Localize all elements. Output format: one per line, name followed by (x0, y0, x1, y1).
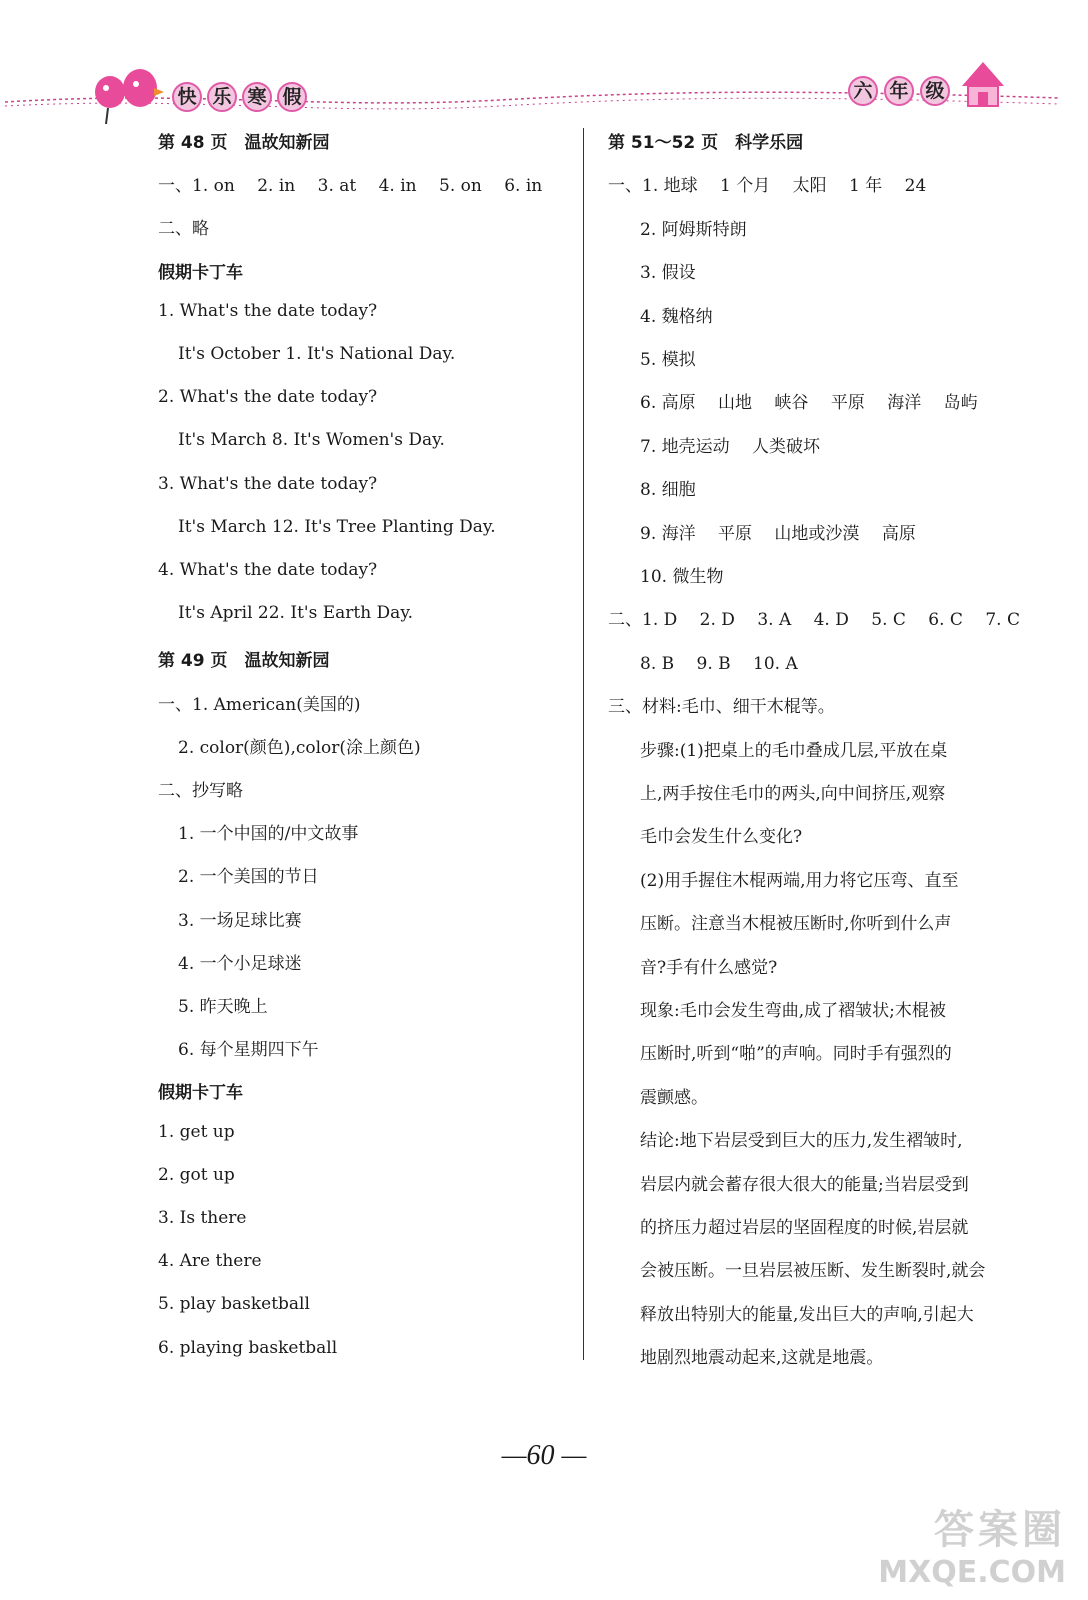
bird-decoration-icon (88, 64, 168, 124)
answer-line: 现象:毛巾会发生弯曲,成了褶皱状;木棍被 (640, 1001, 946, 1021)
answer-line: It's March 8. It's Women's Day. (178, 430, 445, 451)
answer-line: 2. 阿姆斯特朗 (640, 219, 747, 240)
column-divider (583, 128, 584, 1360)
answer-line: 5. 模拟 (640, 350, 696, 370)
page-number: —60 — (501, 1440, 587, 1471)
watermark-url: MXQE.COM (878, 1555, 1066, 1590)
answer-line: 三、材料:毛巾、细干木棍等。 (608, 697, 835, 718)
answer-line: 一、1. 地球 1 个月 太阳 1 年 24 (608, 176, 927, 197)
answer-line: It's October 1. It's National Day. (178, 344, 456, 364)
header-title-char-2: 乐 (207, 82, 237, 112)
answer-line: 地剧烈地震动起来,这就是地震。 (640, 1348, 884, 1369)
grade-char-2: 年 (884, 76, 914, 106)
answer-line: It's April 22. It's Earth Day. (178, 603, 414, 624)
header-title-char-3: 寒 (242, 82, 272, 112)
answer-line: 释放出特别大的能量,发出巨大的声响,引起大 (640, 1304, 974, 1325)
answer-line: 震颤感。 (640, 1087, 708, 1108)
answer-line: 6. playing basketball (158, 1337, 338, 1358)
answer-line: 二、1. D 2. D 3. A 4. D 5. C 6. C 7. C (608, 610, 1020, 631)
watermark-title: 答案圈 (934, 1507, 1066, 1553)
section-heading: 假期卡丁车 (158, 262, 243, 283)
house-decoration-icon (958, 60, 1008, 110)
answer-line: 7. 地壳运动 人类破坏 (640, 436, 821, 457)
answer-line: 2. got up (158, 1164, 235, 1185)
answer-line: 3. 一场足球比赛 (178, 910, 302, 931)
grade-char-3: 级 (920, 76, 950, 106)
answer-line: 4. 一个小足球迷 (178, 953, 302, 974)
answer-line: 8. 细胞 (640, 480, 696, 501)
answer-line: 毛巾会发生什么变化? (640, 827, 803, 848)
section-heading: 第 51～52 页 科学乐园 (608, 133, 804, 153)
answer-line: 一、1. American(美国的) (158, 694, 361, 715)
answer-line: 二、抄写略 (158, 781, 243, 801)
answer-line: (2)用手握住木棍两端,用力将它压弯、直至 (640, 870, 959, 891)
answer-line: 二、略 (158, 219, 209, 240)
section-heading: 第 48 页 温故知新园 (158, 133, 330, 153)
answer-line: 4. Are there (158, 1251, 262, 1272)
answer-line: 8. B 9. B 10. A (640, 653, 798, 674)
answer-line: 1. 一个中国的/中文故事 (178, 824, 359, 845)
header-title-char-1: 快 (172, 82, 202, 112)
answer-line: 压断。注意当木棍被压断时,你听到什么声 (640, 914, 952, 935)
answer-line: 4. 魏格纳 (640, 306, 713, 327)
answer-line: 岩层内就会蓄存很大很大的能量;当岩层受到 (640, 1174, 969, 1195)
answer-line: 9. 海洋 平原 山地或沙漠 高原 (640, 523, 916, 544)
answer-line: 3. What's the date today? (158, 473, 378, 494)
section-heading: 第 49 页 温故知新园 (158, 651, 330, 672)
answer-line: 2. What's the date today? (158, 387, 378, 408)
answer-line: 压断时,听到“啪”的声响。同时手有强烈的 (640, 1044, 952, 1065)
answer-line: 的挤压力超过岩层的坚固程度的时候,岩层就 (640, 1218, 969, 1238)
answer-line: 步骤:(1)把桌上的毛巾叠成几层,平放在桌 (640, 740, 948, 761)
watermark (878, 1498, 1066, 1590)
answer-line: 10. 微生物 (640, 567, 724, 587)
answer-line: 3. 假设 (640, 263, 696, 284)
answer-line: 5. 昨天晚上 (178, 997, 268, 1017)
page-header (0, 60, 1088, 130)
answer-line: 2. color(颜色),color(涂上颜色) (178, 737, 421, 758)
answer-line: 音?手有什么感觉? (640, 957, 778, 978)
answer-line: 1. What's the date today? (158, 300, 378, 321)
answer-line: It's March 12. It's Tree Planting Day. (178, 516, 496, 537)
answer-line: 3. Is there (158, 1208, 247, 1228)
answer-line: 2. 一个美国的节日 (178, 867, 319, 888)
answer-line: 5. play basketball (158, 1294, 310, 1315)
answer-line: 会被压断。一旦岩层被压断、发生断裂时,就会 (640, 1261, 986, 1282)
answer-line: 1. get up (158, 1121, 235, 1142)
answer-line: 4. What's the date today? (158, 560, 378, 580)
answer-line: 上,两手按住毛巾的两头,向中间挤压,观察 (640, 784, 946, 804)
answer-line: 一、1. on 2. in 3. at 4. in 5. on 6. in (158, 176, 543, 197)
section-heading: 假期卡丁车 (158, 1083, 243, 1104)
answer-line: 结论:地下岩层受到巨大的压力,发生褶皱时, (640, 1131, 963, 1152)
grade-char-1: 六 (848, 76, 878, 106)
header-title-char-4: 假 (277, 82, 307, 112)
answer-line: 6. 每个星期四下午 (178, 1040, 319, 1061)
answer-line: 6. 高原 山地 峡谷 平原 海洋 岛屿 (640, 393, 978, 414)
